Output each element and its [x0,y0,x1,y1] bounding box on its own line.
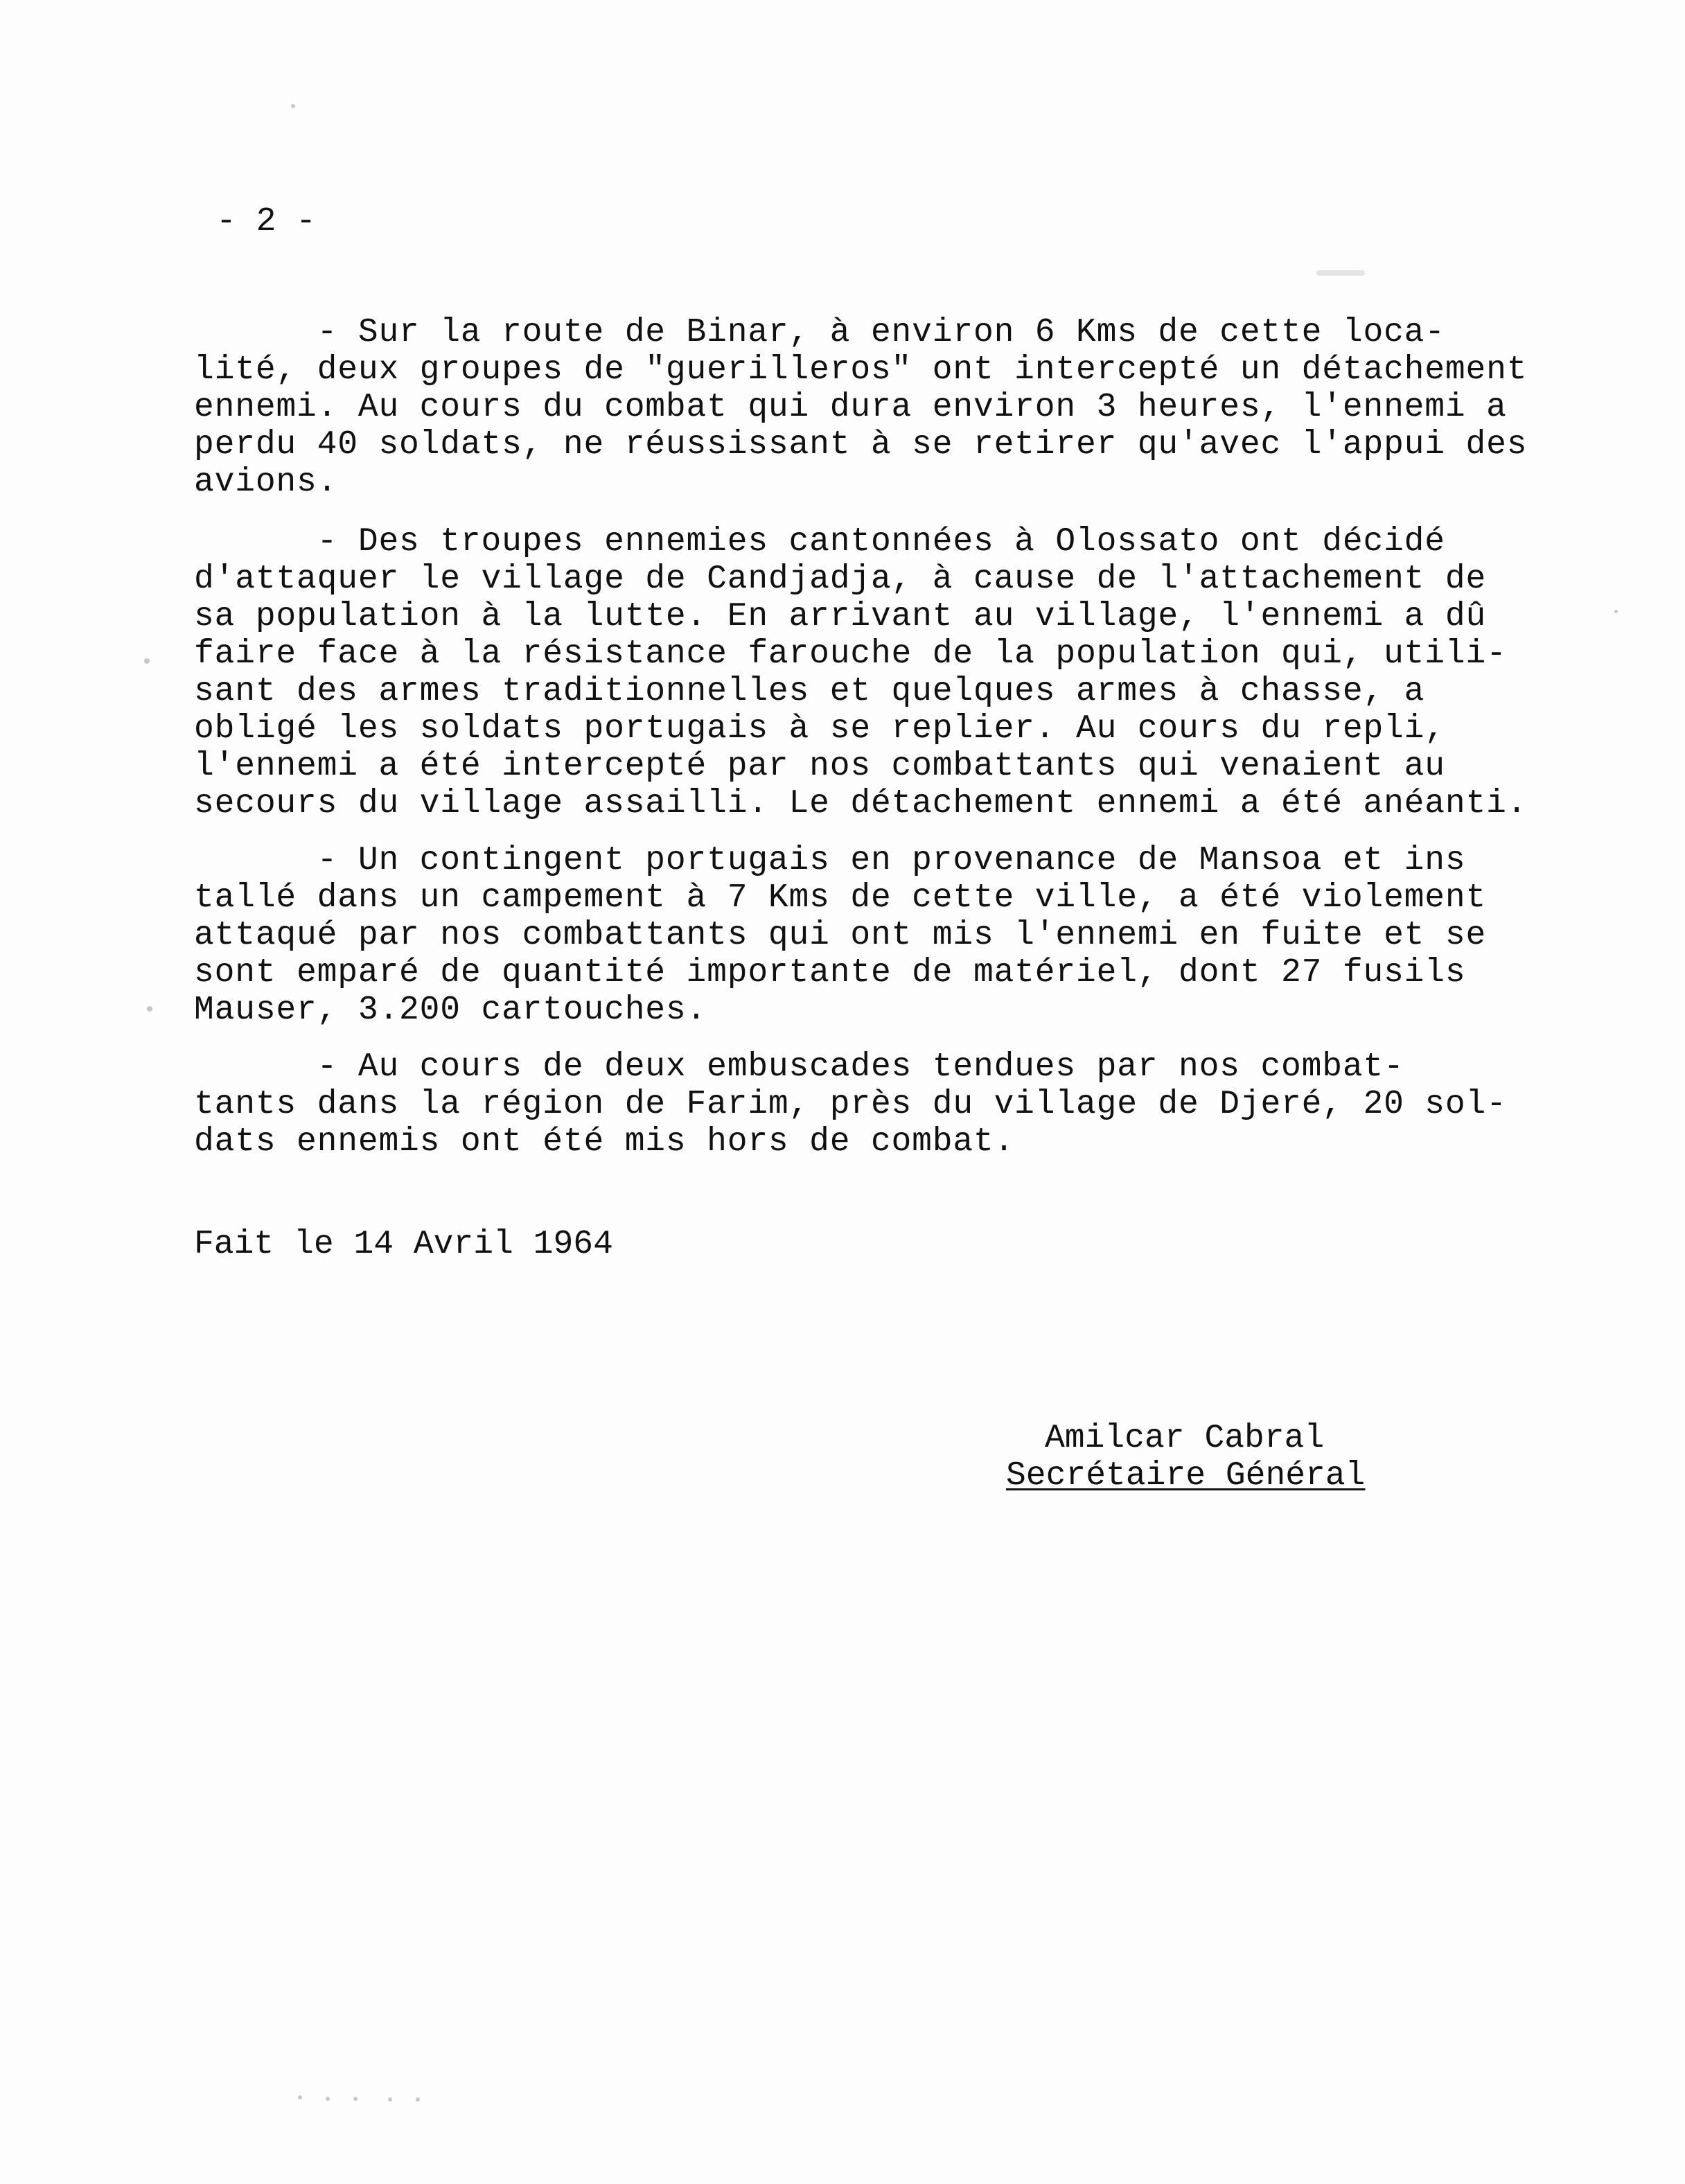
paragraph-3-line-3: attaqué par nos combattants qui ont mis l'ennemi en fuite et se [194,917,1487,954]
date-line: Fait le 14 Avril 1964 [194,1226,613,1263]
paragraph-4-line-1: - Au cours de deux embuscades tendues par nos combat- [194,1048,1404,1086]
paragraph-1-line-2: lité, deux groupes de "guerilleros" ont intercepté un détachement [194,351,1528,389]
scan-speck [416,2097,420,2102]
page-number: - 2 - [216,203,317,240]
paragraph-3-line-5: Mauser, 3.200 cartouches. [194,992,707,1029]
paragraph-2-line-5: sant des armes traditionnelles et quelques armes à chasse, a [194,673,1425,710]
paragraph-1-line-1: - Sur la route de Binar, à environ 6 Kms de cette loca- [194,314,1445,351]
scan-speck [298,2095,302,2099]
paragraph-2-line-1: - Des troupes ennemies cantonnées à Olossato ont décidé [194,523,1445,561]
scan-speck [147,1006,152,1012]
paragraph-3-line-4: sont emparé de quantité importante de matériel, dont 27 fusils [194,954,1466,992]
paragraph-2-line-8: secours du village assailli. Le détachement ennemi a été anéanti. [194,785,1528,822]
scan-speck [1316,270,1365,276]
signatory-title: Secrétaire Général [1006,1457,1366,1495]
paragraph-4-line-3: dats ennemis ont été mis hors de combat. [194,1123,1015,1161]
paragraph-2-line-3: sa population à la lutte. En arrivant au village, l'ennemi a dû [194,598,1487,635]
scan-speck [1614,610,1618,613]
paragraph-1-line-3: ennemi. Au cours du combat qui dura environ 3 heures, l'ennemi a [194,389,1507,426]
paragraph-3-line-1: - Un contingent portugais en provenance de Mansoa et ins [194,842,1466,879]
paragraph-1-line-4: perdu 40 soldats, ne réussissant à se retirer qu'avec l'appui des [194,426,1528,464]
scan-speck [388,2097,392,2102]
signatory-name: Amilcar Cabral [1045,1420,1325,1457]
paragraph-2-line-6: obligé les soldats portugais à se replier. Au cours du repli, [194,710,1445,748]
scan-speck [144,658,150,664]
paragraph-1-line-5: avions. [194,464,338,501]
paragraph-3-line-2: tallé dans un campement à 7 Kms de cette ville, a été violement [194,879,1487,917]
scan-speck [291,104,295,108]
paragraph-4-line-2: tants dans la région de Farim, près du village de Djeré, 20 sol- [194,1086,1507,1123]
scan-speck [326,2097,330,2101]
scan-speck [353,2097,358,2101]
paragraph-2-line-2: d'attaquer le village de Candjadja, à cause de l'attachement de [194,561,1487,598]
paragraph-2-line-7: l'ennemi a été intercepté par nos combattants qui venaient au [194,748,1445,785]
paragraph-2-line-4: faire face à la résistance farouche de la population qui, utili- [194,635,1507,673]
